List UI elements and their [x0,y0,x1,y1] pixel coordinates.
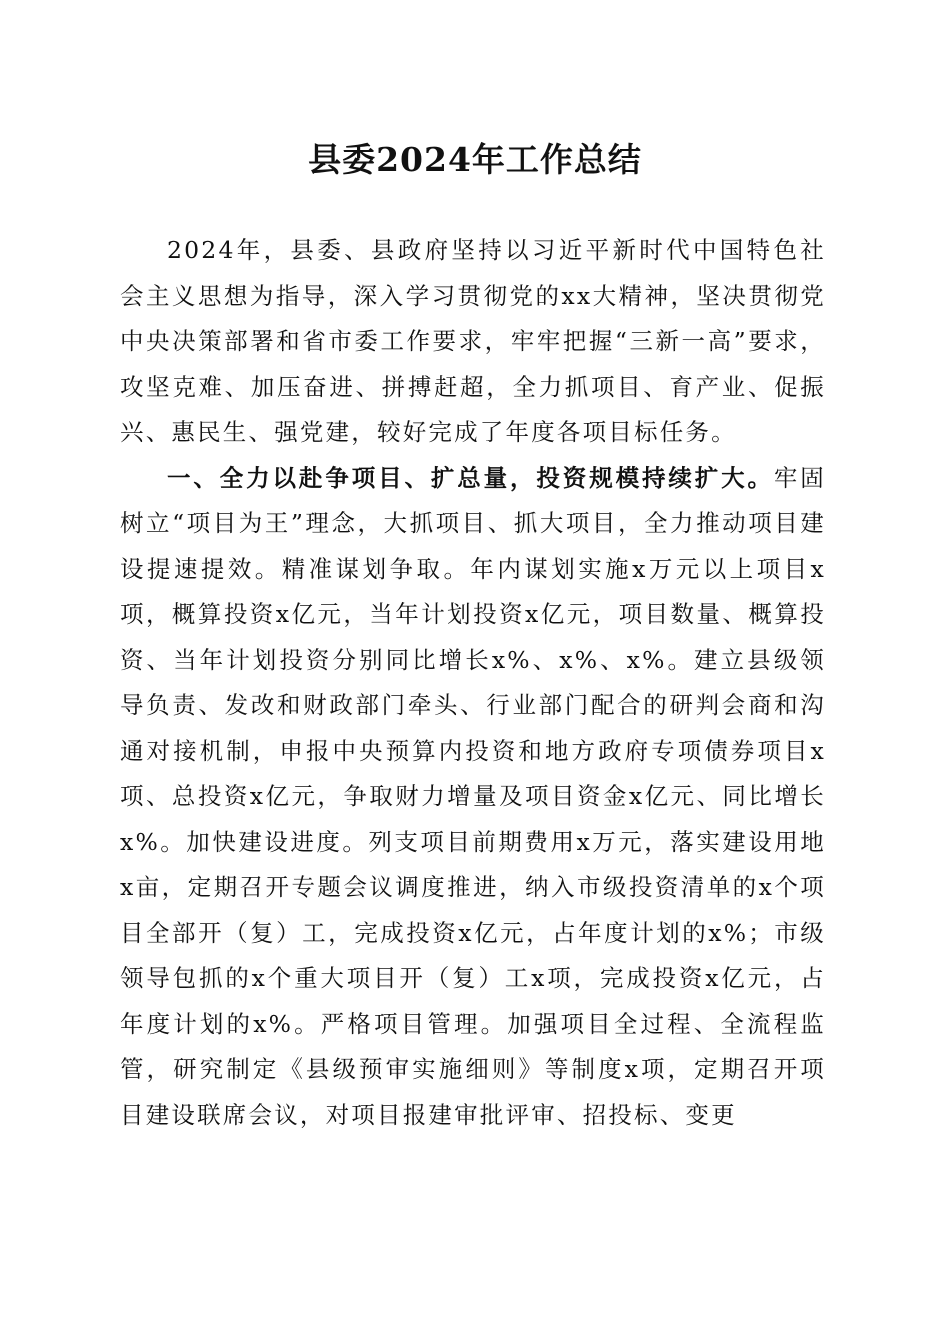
paragraph-section-one [120,456,826,1139]
paragraph-section-one-text: 牢固树立“项目为王”理念，大抓项目、抓大项目，全力推动项目建设提速提效。精准谋划争取。年内谋划实施x万元以上项目x项，概算投资x亿元，当年计划投资x亿元，项目数量、概算投资、当年计划投资分别同比增长x%、x%、x%。建立县级领导负责、发改和财政部门牵头、行业部门配合的研判会商和沟通对接机制，申报中央预算内投资和地方政府专项债券项目x项、总投资x亿元，争取财力增量及项目资金x亿元、同比增长x%。加快建设进度。列支项目前期费用x万元，落实建设用地x亩，定期召开专题会议调度推进，纳入市级投资清单的x个项目全部开（复）工，完成投资x亿元，占年度计划的x%；市级领导包抓的x个重大项目开（复）工x项，完成投资x亿元，占年度计划的x%。严格项目管理。加强项目全过程、全流程监管，研究制定《县级预审实施细则》等制度x项，定期召开项目建设联席会议，对项目报建审批评审、招投标、变更 [120,463,826,1129]
paragraph-intro [120,228,826,456]
document-body [120,228,826,1138]
paragraph-intro-text: 2024年，县委、县政府坚持以习近平新时代中国特色社会主义思想为指导，深入学习贯彻党的xx大精神，坚决贯彻党中央决策部署和省市委工作要求，牢牢把握“三新一高”要求，攻坚克难、加压奋进、拼搏赶超，全力抓项目、育产业、促振兴、惠民生、强党建，较好完成了年度各项目标任务。 [120,236,826,446]
section-one-heading: 一、全力以赴争项目、扩总量，投资规模持续扩大。 [167,463,774,492]
document-title: 县委2024年工作总结 [308,140,642,179]
